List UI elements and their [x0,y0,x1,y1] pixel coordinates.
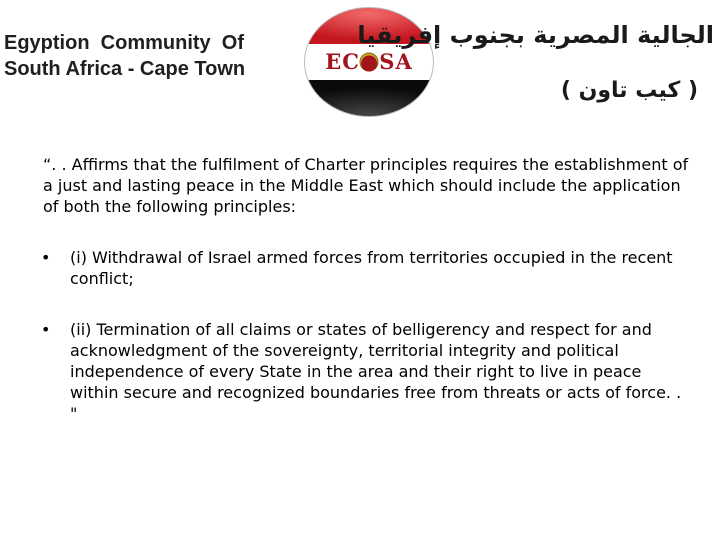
list-item [43,319,693,424]
principle-withdrawal: (i) Withdrawal of Israel armed forces from territories occupied in the recent conflict; [70,248,673,288]
bullet-icon: • [41,320,51,339]
quotation-body [43,154,693,424]
page-header [0,0,720,130]
organization-name-line-1: Egyption Community Of [4,32,244,54]
quotation-intro: “. . Affirms that the fulfilment of Charter principles requires the establishment of a just and lasting peace in the Middle East which should include the application of both the following principles: [43,155,689,216]
logo-text: EC●SA [325,49,413,74]
principle-termination: (ii) Termination of all claims or states of belligerency and respect for and acknowledgment of the sovereignty, territorial integrity and political independence of every State in the area and their right to live in peace within secure and recognized boundaries free from threats or acts of force. . " [70,320,682,423]
bullet-icon: • [41,248,51,267]
list-item [43,247,693,289]
principles-list [43,247,693,424]
organization-name-english [4,30,245,82]
flag-black-band [303,80,435,118]
organization-city-arabic: ( كيب تاون ) [560,78,698,103]
organization-name-line-2: South Africa - Cape Town [4,58,246,80]
organization-name-arabic: الجالية المصرية بجنوب إفريقيا [357,21,714,49]
